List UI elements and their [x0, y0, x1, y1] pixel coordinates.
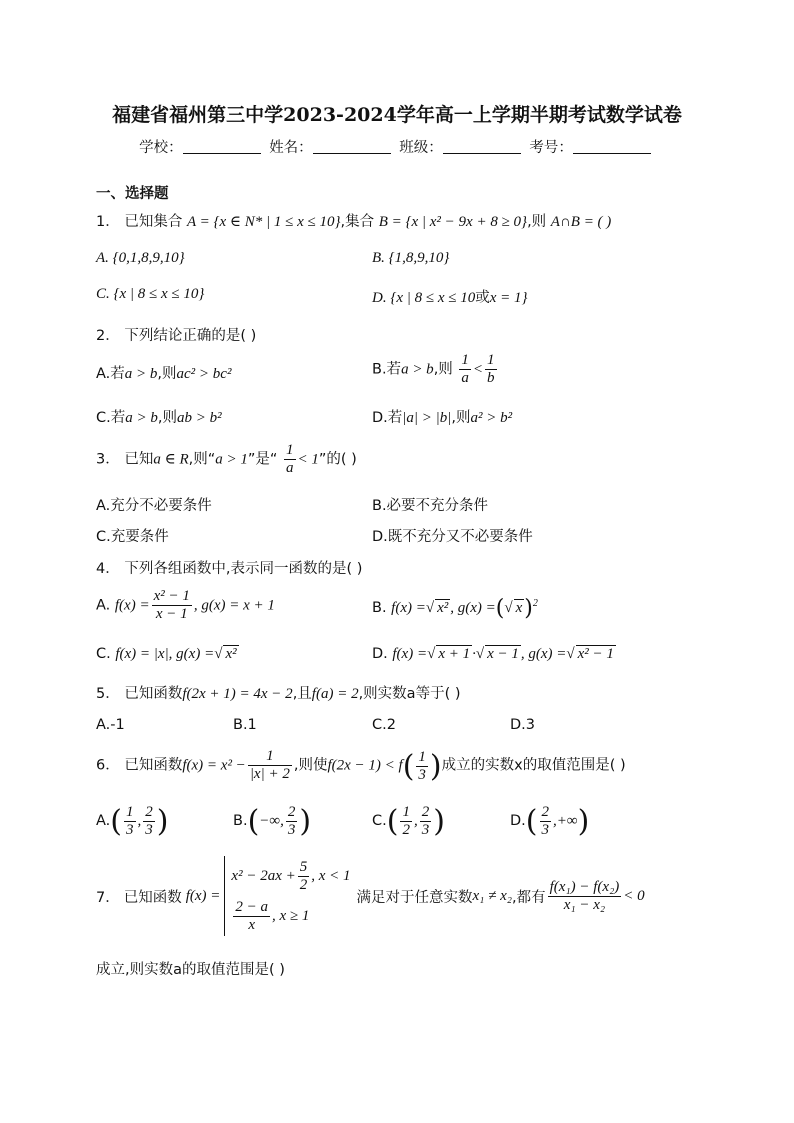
- q5-option-b[interactable]: B.1: [233, 717, 257, 733]
- q2-d-cond: |a| > |b|: [402, 410, 452, 426]
- number-blank[interactable]: [573, 139, 651, 154]
- q7-piecewise: [224, 856, 350, 936]
- q4-c-f: f(x) = |x|, g(x) =: [115, 646, 215, 662]
- q4-option-a[interactable]: [96, 588, 275, 623]
- q5-lead: 已知函数: [124, 686, 183, 702]
- q2-d-pre: D.若: [372, 410, 403, 426]
- q3-tail: ”的( ): [318, 451, 357, 468]
- q3-domain: a ∈ R: [153, 451, 189, 468]
- q3-option-d[interactable]: D.既不充分又不必要条件: [372, 529, 533, 545]
- q4-c-label: C.: [96, 646, 111, 662]
- q5-option-c[interactable]: C.2: [372, 717, 396, 733]
- q5-option-a[interactable]: A.-1: [96, 717, 125, 733]
- q4-b-f: f(x) =: [391, 599, 426, 616]
- q3-option-b[interactable]: B.必要不充分条件: [372, 498, 489, 514]
- q2-c-then: ,则: [157, 410, 177, 426]
- q6-func: f(x) = x² −: [182, 757, 246, 774]
- q5-eq1: f(2x + 1) = 4x − 2: [182, 686, 293, 702]
- q4-d-label: D.: [372, 646, 388, 662]
- q7-diff-quotient: $\frac{\text{f(x₁) − f(x₂)}}{\text{x₁ − x₂}}$: [549, 878, 620, 913]
- q7-func: f(x) =: [185, 887, 221, 904]
- q4-d-f: f(x) =: [392, 646, 428, 662]
- q6-mid: ,则使: [293, 757, 328, 774]
- q2-option-d[interactable]: [372, 406, 512, 427]
- q6-d-label: D.: [510, 812, 526, 829]
- q2-b-frac-a: $\frac{1}{a}$: [461, 352, 469, 386]
- q2-b-frac-b: $\frac{1}{b}$: [487, 352, 495, 386]
- q3-mid: ,则“: [188, 451, 216, 468]
- q4-a-g: , g(x) = x + 1: [193, 597, 275, 614]
- q3-option-a[interactable]: A.充分不必要条件: [96, 498, 212, 514]
- q5-option-d[interactable]: D.3: [510, 717, 535, 733]
- question-4: [96, 557, 362, 578]
- q2-text: 下列结论正确的是( ): [124, 328, 257, 344]
- q7-number: 7．: [96, 889, 120, 906]
- q4-option-b[interactable]: B. f(x) =√ x² , g(x) =(√ x)$^2$: [372, 596, 538, 621]
- q6-tail: 成立的实数x的取值范围是( ): [441, 757, 626, 774]
- question-5: [96, 682, 461, 703]
- class-label: 班级：: [399, 140, 443, 156]
- q2-c-pre: C.若: [96, 410, 126, 426]
- q5-number: 5．: [96, 686, 120, 702]
- q2-d-then: ,则: [451, 410, 471, 426]
- q1-option-a[interactable]: A. {0,1,8,9,10}: [96, 250, 185, 266]
- q2-a-then: ,则: [157, 366, 177, 382]
- q4-b-g: , g(x) =: [450, 599, 496, 616]
- class-blank[interactable]: [443, 139, 521, 154]
- q3-number: 3．: [96, 451, 120, 468]
- q6-number: 6．: [96, 757, 120, 774]
- q4-option-c[interactable]: C. f(x) = |x|, g(x) =√ x²: [96, 646, 237, 662]
- q3-option-c[interactable]: C.充要条件: [96, 529, 169, 545]
- q2-option-c[interactable]: [96, 406, 222, 427]
- q1-option-d[interactable]: [372, 286, 528, 307]
- q1-option-b[interactable]: B. {1,8,9,10}: [372, 250, 450, 266]
- q6-lead: 已知函数: [124, 757, 183, 774]
- section-heading: 一、选择题: [96, 186, 169, 202]
- q5-eq2: f(a) = 2: [311, 686, 359, 702]
- q2-c-result: ab > b²: [176, 410, 222, 426]
- q2-d-result: a² > b²: [470, 410, 513, 426]
- exam-title: 福建省福州第三中学2023-2024学年高一上学期半期考试数学试卷: [112, 104, 682, 126]
- q7-ineq: < 0: [623, 887, 645, 904]
- q6-ineq: f(2x − 1) < f: [327, 757, 403, 774]
- q1-number: 1．: [96, 214, 120, 230]
- q1-option-c[interactable]: C. {x | 8 ≤ x ≤ 10}: [96, 286, 205, 302]
- q4-a-frac: $\frac{\text{x² − 1}}{x - 1}$: [153, 588, 190, 622]
- q7-case-2: $\frac{2 - a}{x}$ , x ≥ 1: [235, 898, 310, 933]
- number-label: 考号：: [529, 140, 573, 156]
- name-label: 姓名：: [269, 140, 313, 156]
- question-1: [96, 210, 611, 231]
- q1-mid: ,集合: [340, 214, 375, 230]
- question-7: [96, 856, 645, 936]
- q4-a-f: f(x) =: [114, 597, 150, 614]
- q3-cond: a > 1: [215, 451, 248, 468]
- q2-b-cond: a > b: [401, 361, 434, 378]
- q7-mid: 满足对于任意实数: [356, 889, 473, 906]
- q2-number: 2．: [96, 328, 120, 344]
- q7-cond: x₁ ≠ x₂: [472, 887, 512, 904]
- q2-b-pre: B.若: [372, 361, 402, 378]
- question-2: [96, 324, 256, 345]
- q3-mid2: ”是“: [247, 451, 278, 468]
- q4-text: 下列各组函数中,表示同一函数的是( ): [124, 561, 363, 577]
- q5-mid: ,且: [292, 686, 312, 702]
- q7-lead: 已知函数: [123, 889, 182, 906]
- q5-tail: ,则实数a等于( ): [358, 686, 461, 702]
- q1-set-b: B = {x | x² − 9x + 8 ≥ 0}: [378, 214, 528, 230]
- q1-d-or: 或: [475, 290, 490, 306]
- q6-option-b[interactable]: B.(−∞, $\frac{2}{3}$ ): [233, 804, 312, 839]
- q4-number: 4．: [96, 561, 120, 577]
- q4-d-g: , g(x) =: [520, 646, 567, 662]
- q7-continuation: 成立,则实数a的取值范围是( ): [96, 962, 285, 978]
- q1-expr: A∩B = ( ): [550, 214, 612, 230]
- q6-func-frac: $\frac{1}{|x| + 2}$: [249, 748, 290, 782]
- q2-a-pre: A.若: [96, 366, 125, 382]
- q1-set-a: A = {x ∈ N* | 1 ≤ x ≤ 10}: [186, 214, 341, 230]
- q1-lead: 已知集合: [124, 214, 183, 230]
- question-3: 3． 已知a ∈ R,则“a > 1”是“ $\frac{1}{a}$ < 1”的( ): [96, 442, 357, 476]
- student-info-row: [0, 136, 794, 157]
- name-blank[interactable]: [313, 139, 391, 154]
- q3-frac: $\frac{1}{a}$: [286, 442, 294, 476]
- q1-d-post: x = 1}: [489, 290, 528, 306]
- school-label: 学校：: [139, 140, 183, 156]
- q3-lead: 已知: [124, 451, 154, 468]
- q6-c-label: C.: [372, 812, 387, 829]
- q4-b-label: B.: [372, 599, 387, 616]
- q6-option-c[interactable]: C.( $\frac{1}{2}$ , $\frac{2}{3}$ ): [372, 804, 445, 839]
- school-blank[interactable]: [183, 139, 261, 154]
- q2-b-then: ,则: [433, 361, 453, 378]
- q6-option-a[interactable]: A.( $\frac{1}{3}$ , $\frac{2}{3}$ ): [96, 804, 169, 839]
- q2-option-b[interactable]: B.若a > b,则 $\frac{1}{a}$ < $\frac{1}{b}$: [372, 352, 495, 386]
- q2-c-cond: a > b: [125, 410, 158, 426]
- q7-case-1: x² − 2ax + $\frac{5}{2}$ , x < 1: [231, 858, 351, 893]
- question-6: 6． 已知函数f(x) = x² − $\frac{1}{|x| + 2}$ ,则使f(2x − 1) < f( $\frac{1}{3}$ )成立的实数x的取值范围是( ): [96, 748, 626, 784]
- q6-a-label: A.: [96, 812, 111, 829]
- q1-tail: ,则: [527, 214, 547, 230]
- q1-d-pre: D. {x | 8 ≤ x ≤ 10: [372, 290, 476, 306]
- q2-a-cond: a > b: [124, 366, 158, 382]
- q7-mid2: ,都有: [512, 889, 546, 906]
- q4-option-d[interactable]: D. f(x) =√ x + 1 ·√ x − 1 , g(x) =√ x² − 1: [372, 646, 614, 662]
- q4-a-label: A.: [96, 597, 111, 614]
- q6-option-d[interactable]: D.( $\frac{2}{3}$ ,+∞): [510, 804, 590, 839]
- q6-b-label: B.: [233, 812, 248, 829]
- q2-option-a[interactable]: [96, 362, 231, 383]
- q2-a-result: ac² > bc²: [176, 366, 232, 382]
